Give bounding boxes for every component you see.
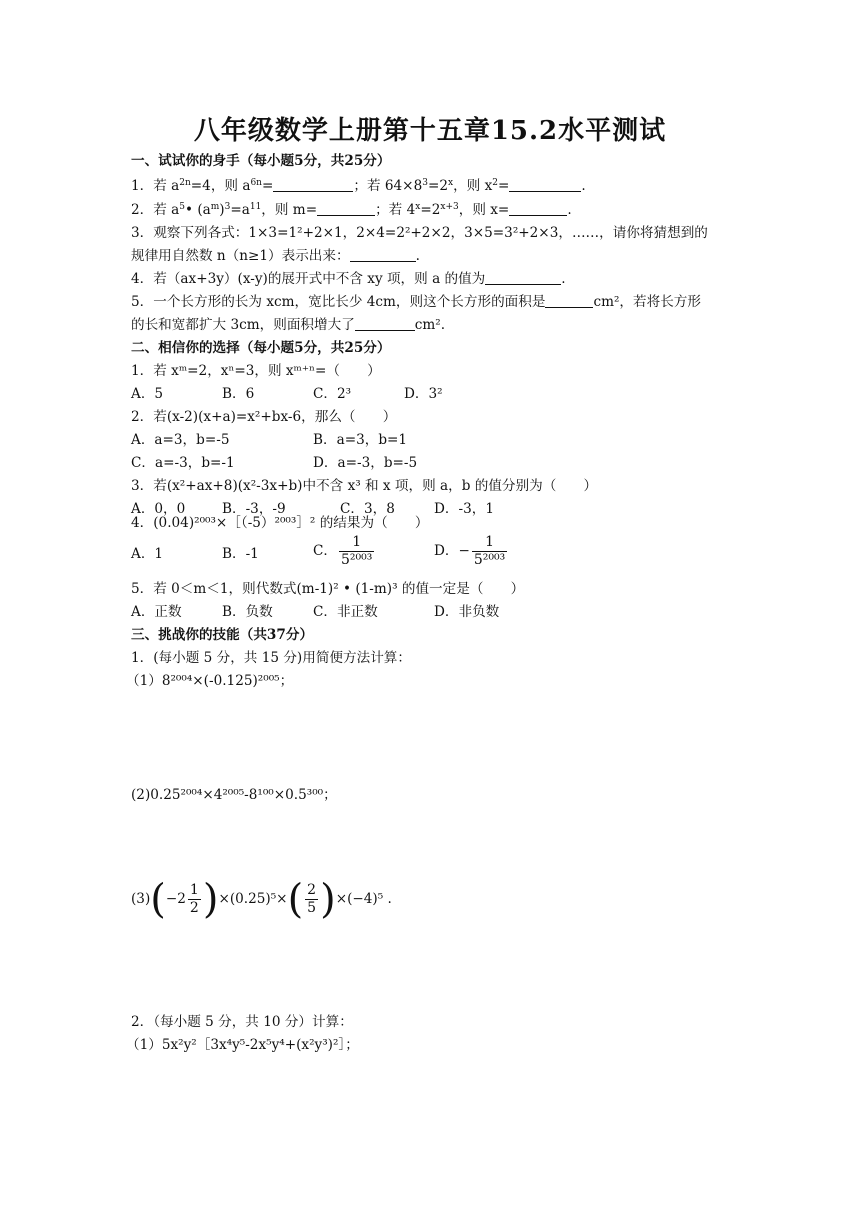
- page-title: 八年级数学上册第十五章15.2水平测试: [193, 116, 667, 146]
- s1-question-5-line2: 的长和宽都扩大 3cm，则面积增大了 cm².: [131, 317, 446, 333]
- s1-question-5-line1: 5．一个长方形的长为 xcm，宽比长少 4cm，则这个长方形的面积是 cm²，若将长方形: [131, 294, 701, 310]
- s2-q2-option-c[interactable]: C．a=-3，b=-1: [131, 455, 235, 471]
- s2-q5-option-c[interactable]: C．非正数: [313, 604, 378, 620]
- s3-problem-1: 1．(每小题 5 分，共 15 分)用简便方法计算：: [131, 650, 411, 666]
- s1-q1-blank-2[interactable]: [509, 178, 581, 192]
- s2-question-3: 3．若(x²+ax+8)(x²-3x+b)中不含 x³ 和 x 项，则 a，b 的值分别为（ ）: [131, 478, 598, 494]
- s2-q3-option-c[interactable]: C．3，8: [340, 501, 395, 517]
- s2-q2-option-a[interactable]: A．a=3，b=-5: [131, 432, 230, 448]
- s1-q5-blank-2[interactable]: [355, 317, 415, 331]
- section2-heading: 二、相信你的选择（每小题5分，共25分）: [131, 340, 391, 356]
- s2-question-1: 1．若 xᵐ=2，xⁿ=3，则 xᵐ⁺ⁿ=（ ）: [131, 363, 381, 379]
- s2-q5-option-b[interactable]: B．负数: [222, 604, 273, 620]
- s2-q3-option-a[interactable]: A．0，0: [131, 501, 186, 517]
- section3-heading: 三、挑战你的技能（共37分）: [131, 627, 314, 643]
- s2-question-4: 4．(0.04)²⁰⁰³×［（-5）²⁰⁰³］² 的结果为（ ）: [131, 515, 429, 531]
- s1-q5-blank-1[interactable]: [545, 294, 593, 308]
- s2-q1-option-a[interactable]: A．5: [131, 386, 164, 402]
- s3-problem-1-2: (2)0.25²⁰⁰⁴×4²⁰⁰⁵-8¹⁰⁰×0.5³⁰⁰；: [131, 787, 337, 803]
- s2-q4-option-c[interactable]: C． $\frac{1}{\text{5²⁰⁰³}}$: [313, 534, 373, 568]
- s2-question-2: 2．若(x-2)(x+a)=x²+bx-6，那么（ ）: [131, 409, 397, 425]
- s2-q1-option-d[interactable]: D．3²: [404, 386, 443, 402]
- s3-problem-1-1: （1）8²⁰⁰⁴×(-0.125)²⁰⁰⁵；: [126, 673, 294, 689]
- s2-q2-option-d[interactable]: D．a=-3，b=-5: [313, 455, 418, 471]
- s1-q2-blank-1[interactable]: [317, 202, 375, 216]
- s1-question-1: 1．若 $a^{2n}=4$，则 $a^{6n}=$ ；若 $64\times 8^3=2^x$，则 $x^2=$ .: [131, 178, 586, 194]
- s1-question-4: 4．若（ax+3y）(x-y)的展开式中不含 xy 项，则 a 的值为 .: [131, 271, 566, 287]
- s1-q3-blank[interactable]: [350, 248, 416, 262]
- s2-q4-option-a[interactable]: A．1: [131, 546, 164, 562]
- s2-q5-option-a[interactable]: A．正数: [131, 604, 182, 620]
- s3-problem-2-1: （1）5x²y²［3x⁴y⁵-2x⁵y⁴+(x²y³)²］；: [126, 1037, 359, 1053]
- s2-q3-option-d[interactable]: D．-3，1: [434, 501, 494, 517]
- s2-q5-option-d[interactable]: D．非负数: [434, 604, 500, 620]
- s2-q4-d-fraction: $\frac{1}{\text{5²⁰⁰³}}$: [473, 534, 506, 568]
- s2-q3-option-b[interactable]: B．-3，-9: [222, 501, 286, 517]
- s1-question-3-line2: 规律用自然数 n（n≥1）表示出来： .: [131, 248, 420, 264]
- s2-q1-option-c[interactable]: C．2³: [313, 386, 352, 402]
- s3-problem-1-3: (3)(−2 $\frac{1}{2}$ )×(0.25)⁵×( $\frac{2}{5}$ )×(−4)⁵ .: [131, 876, 392, 923]
- s1-question-2: 2．若 $a^5•$ $(a^m)^3=a^{11}$，则 m= ；若 $4^x=2^{x+3}$，则 x= .: [131, 202, 572, 218]
- s1-q1-blank-1[interactable]: [273, 178, 353, 192]
- s1-q2-blank-2[interactable]: [509, 202, 567, 216]
- s2-q4-c-fraction: $\frac{1}{\text{5²⁰⁰³}}$: [341, 534, 373, 568]
- s3-problem-2: 2．（每小题 5 分，共 10 分）计算：: [131, 1014, 353, 1030]
- s2-q4-option-d[interactable]: D．− $\frac{1}{\text{5²⁰⁰³}}$: [434, 534, 506, 568]
- s1-q4-blank[interactable]: [485, 271, 561, 285]
- s2-question-5: 5．若 0＜m＜1，则代数式(m-1)² • (1-m)³ 的值一定是（ ）: [131, 581, 525, 597]
- s1-question-3-line1: 3．观察下列各式：1×3=1²+2×1，2×4=2²+2×2，3×5=3²+2×3，……，请你将猜想到的: [131, 225, 708, 241]
- section1-heading: 一、试试你的身手（每小题5分，共25分）: [131, 153, 391, 169]
- s2-q1-option-b[interactable]: B．6: [222, 386, 255, 402]
- s2-q4-option-b[interactable]: B．-1: [222, 546, 259, 562]
- s2-q2-option-b[interactable]: B．a=3，b=1: [313, 432, 408, 448]
